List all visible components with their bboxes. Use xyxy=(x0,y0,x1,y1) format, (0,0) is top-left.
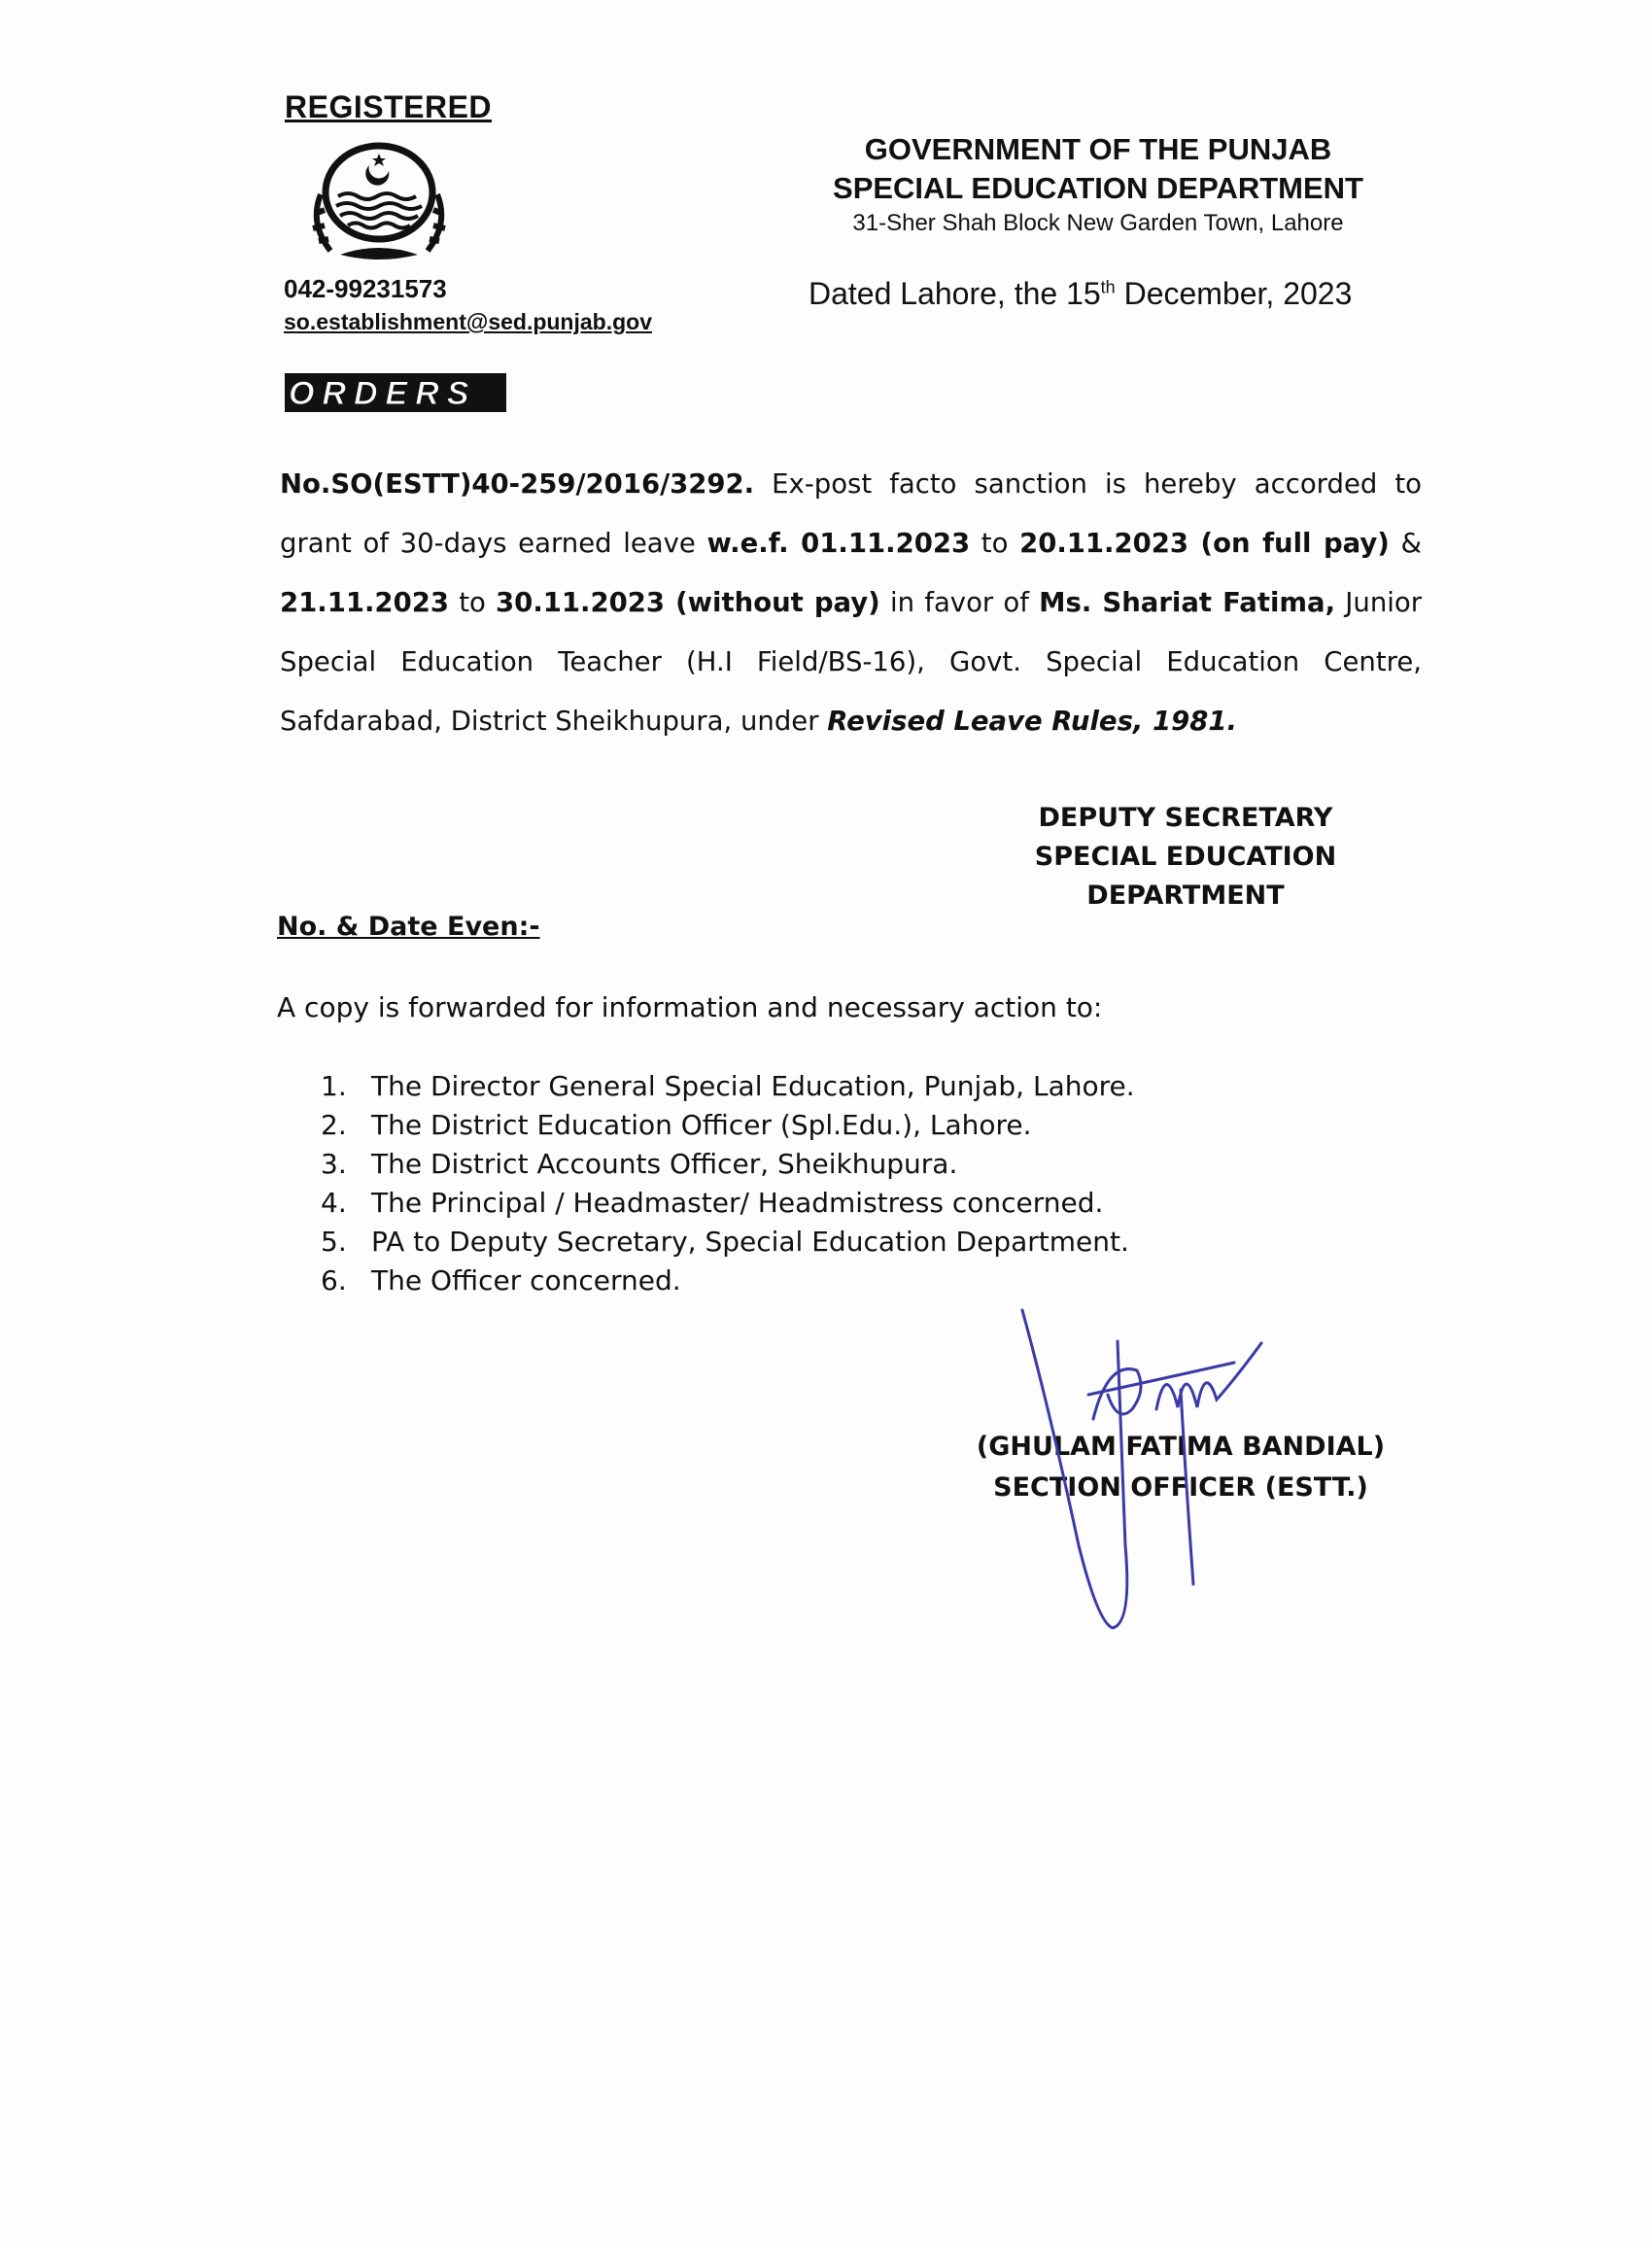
list-item-number: 1. xyxy=(321,1070,347,1102)
order-text-2: to xyxy=(970,528,1020,559)
no-date-even-label: No. & Date Even:- xyxy=(277,912,540,942)
order-date-4: 30.11.2023 (without pay) xyxy=(496,587,880,618)
list-item-number: 3. xyxy=(321,1148,347,1180)
order-text-6: Junior Special Education Teacher (H.I Field/BS-16), Govt. Special Education Centre, Safdarabad, District Sheikhupura, under xyxy=(280,587,1423,737)
list-item-number: 6. xyxy=(321,1264,347,1297)
list-item-text: The Officer concerned. xyxy=(371,1264,681,1297)
government-title: GOVERNMENT OF THE PUNJAB xyxy=(864,132,1332,166)
handwritten-signature xyxy=(1011,1302,1302,1652)
list-item xyxy=(321,1184,1135,1223)
officer-name: (GHULAM FATIMA BANDIAL) xyxy=(976,1432,1386,1462)
list-item-number: 2. xyxy=(321,1109,347,1141)
list-item-text: The Director General Special Education, Punjab, Lahore. xyxy=(371,1070,1135,1102)
phone-number: 042-99231573 xyxy=(284,274,447,303)
list-item-text: PA to Deputy Secretary, Special Education Department. xyxy=(371,1226,1129,1258)
order-date-2: 20.11.2023 (on full pay) xyxy=(1019,528,1390,559)
list-item xyxy=(321,1262,1135,1300)
deputy-line-3: DEPARTMENT xyxy=(1086,881,1285,911)
recipient-list xyxy=(321,1067,1135,1300)
list-item-number: 4. xyxy=(321,1187,347,1219)
email-address: so.establishment@sed.punjab.gov xyxy=(284,309,652,334)
list-item-text: The District Accounts Officer, Sheikhupura. xyxy=(371,1148,958,1180)
list-item-text: The Principal / Headmaster/ Headmistress concerned. xyxy=(371,1187,1104,1219)
copy-forward-intro: A copy is forwarded for information and necessary action to: xyxy=(277,991,1103,1023)
order-text-4: to xyxy=(448,587,497,618)
date-suffix: December, 2023 xyxy=(1115,276,1353,311)
registered-label: REGISTERED xyxy=(285,89,493,124)
deputy-line-1: DEPUTY SECRETARY xyxy=(1038,803,1333,833)
employee-name: Ms. Shariat Fatima, xyxy=(1039,587,1336,618)
order-text-1: Ex-post facto sanction is hereby accorded to grant of 30-days earned leave xyxy=(280,468,1422,559)
leave-rules: Revised Leave Rules, 1981. xyxy=(827,706,1237,737)
order-text-3: & xyxy=(1389,528,1422,559)
date-line xyxy=(809,276,1352,312)
list-item xyxy=(321,1106,1135,1145)
orders-label: ORDERS xyxy=(289,375,477,412)
deputy-line-2: SPECIAL EDUCATION xyxy=(1034,842,1337,872)
deputy-secretary-block xyxy=(1011,799,1360,916)
list-item-number: 5. xyxy=(321,1226,347,1258)
order-date-3: 21.11.2023 xyxy=(280,587,449,618)
list-item xyxy=(321,1145,1135,1184)
list-item xyxy=(321,1067,1135,1106)
department-title: SPECIAL EDUCATION DEPARTMENT xyxy=(833,171,1363,205)
list-item xyxy=(321,1223,1135,1262)
government-of-punjab-seal-icon xyxy=(292,136,466,272)
order-paragraph xyxy=(280,455,1422,751)
order-number: No.SO(ESTT)40-259/2016/3292. xyxy=(280,468,755,500)
orders-banner xyxy=(285,373,506,412)
department-address: 31-Sher Shah Block New Garden Town, Lahore xyxy=(852,210,1344,236)
date-superscript: th xyxy=(1100,277,1116,297)
order-wef-date: w.e.f. 01.11.2023 xyxy=(706,528,971,559)
list-item-text: The District Education Officer (Spl.Edu.), Lahore. xyxy=(371,1109,1032,1141)
order-text-5: in favor of xyxy=(879,587,1040,618)
date-prefix: Dated Lahore, the 15 xyxy=(809,276,1101,311)
officer-title: SECTION OFFICER (ESTT.) xyxy=(993,1472,1368,1503)
